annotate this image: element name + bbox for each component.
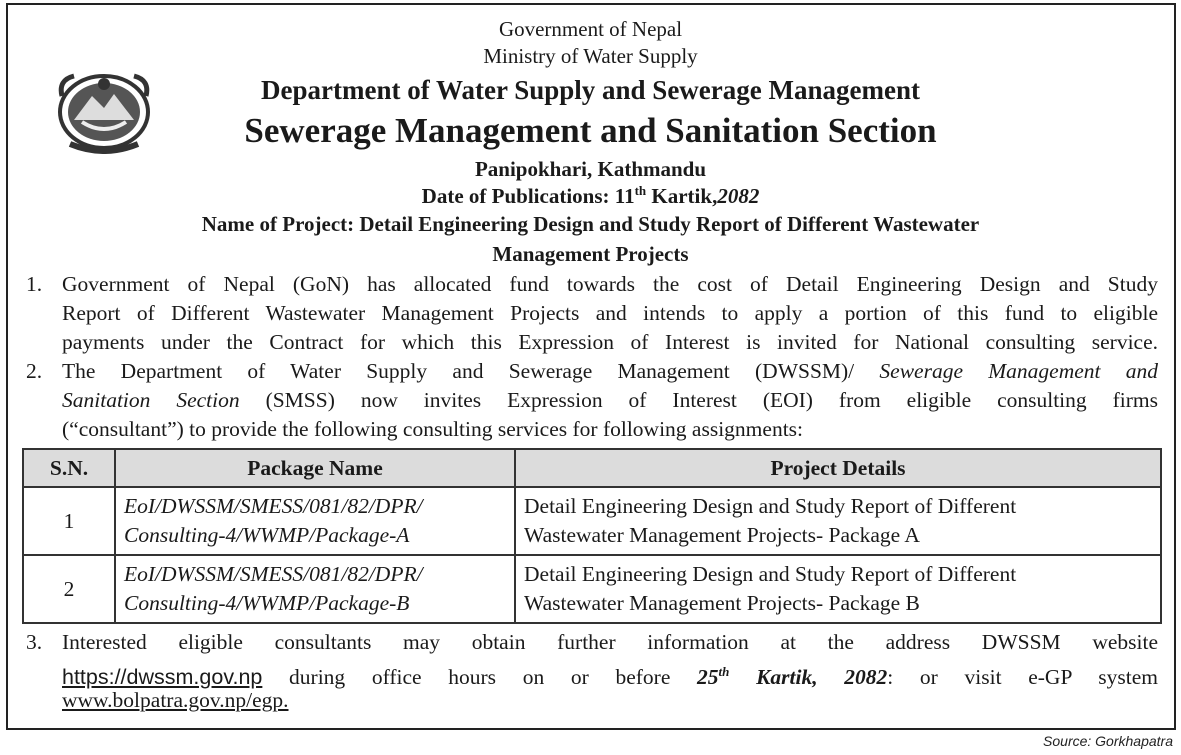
dwssm-website-link[interactable]: https://dwssm.gov.np (62, 665, 263, 690)
paragraph-number: 1. (26, 272, 43, 296)
paragraph-line (62, 657, 1159, 690)
paragraph-line: payments under the Contract for which this Expression of Interest is invited for National consulting service. (62, 330, 1158, 354)
ministry-title: Ministry of Water Supply (483, 44, 698, 68)
details-line: Wastewater Management Projects- Package B (524, 591, 920, 615)
department-title: Department of Water Supply and Sewerage Management (261, 75, 920, 105)
date-month: Kartik, (646, 184, 718, 208)
deadline-day: 25 (697, 665, 719, 690)
details-line: Detail Engineering Design and Study Report of Different (524, 562, 1017, 586)
package-line: EoI/DWSSM/SMESS/081/82/DPR/ (124, 494, 423, 518)
table-row (23, 487, 1161, 555)
line-text: : or visit e-GP system (887, 665, 1159, 690)
section-name-italic: Sewerage Management and (879, 359, 1158, 383)
section-title: Sewerage Management and Sanitation Section (244, 111, 937, 150)
date-label: Date of Publications: 11 (421, 184, 635, 208)
paragraph-line: Government of Nepal (GoN) has allocated fund towards the cost of Detail Engineering Design and Study (62, 272, 1158, 296)
cell-sn: 1 (23, 487, 115, 555)
paragraph-number: 3. (26, 630, 43, 654)
project-name-line2: Management Projects (492, 242, 689, 266)
paragraph-number: 2. (26, 359, 43, 383)
cell-sn: 2 (23, 555, 115, 623)
paragraph-line (62, 357, 1158, 386)
cell-package-name (115, 487, 515, 555)
table-header-row (23, 449, 1161, 487)
package-line: EoI/DWSSM/SMESS/081/82/DPR/ (124, 562, 423, 586)
paragraph-line: (“consultant”) to provide the following consulting services for following assignments: (62, 417, 804, 441)
table-row (23, 555, 1161, 623)
date-year: 2082 (717, 184, 760, 208)
project-name-line1: Name of Project: Detail Engineering Design and Study Report of Different Wastewater (201, 212, 980, 236)
deadline-date (697, 665, 887, 689)
paragraph-line: Interested eligible consultants may obtain further information at the address DWSSM website (62, 630, 1158, 654)
publication-date (0, 183, 1181, 209)
column-header-details: Project Details (515, 449, 1161, 487)
paragraph-line (62, 686, 1158, 715)
column-header-package: Package Name (115, 449, 515, 487)
paragraph-line (62, 386, 1158, 415)
source-credit: Source: Gorkhapatra (1043, 733, 1173, 749)
line-text: (SMSS) now invites Expression of Interest (EOI) from eligible consulting firms (239, 388, 1158, 412)
deadline-sup: th (718, 664, 730, 679)
location: Panipokhari, Kathmandu (474, 157, 707, 181)
line-text: during office hours on or before (262, 665, 698, 690)
deadline-rest: Kartik, 2082 (729, 665, 888, 690)
line-text: The Department of Water Supply and Sewerage Management (DWSSM)/ (62, 359, 880, 383)
paragraph-line: Report of Different Wastewater Management Projects and intends to apply a portion of this fund to eligible (62, 301, 1158, 325)
package-table (22, 448, 1162, 624)
column-header-sn: S.N. (23, 449, 115, 487)
government-title: Government of Nepal (498, 17, 683, 41)
cell-project-details (515, 487, 1161, 555)
details-line: Detail Engineering Design and Study Report of Different (524, 494, 1017, 518)
package-line: Consulting-4/WWMP/Package-B (124, 591, 410, 615)
section-name-italic: Sanitation Section (62, 388, 240, 412)
details-line: Wastewater Management Projects- Package A (524, 523, 920, 547)
date-sup: th (634, 183, 647, 198)
cell-project-details (515, 555, 1161, 623)
egp-link[interactable]: www.bolpatra.gov.np/egp. (62, 688, 289, 712)
cell-package-name (115, 555, 515, 623)
package-line: Consulting-4/WWMP/Package-A (124, 523, 410, 547)
